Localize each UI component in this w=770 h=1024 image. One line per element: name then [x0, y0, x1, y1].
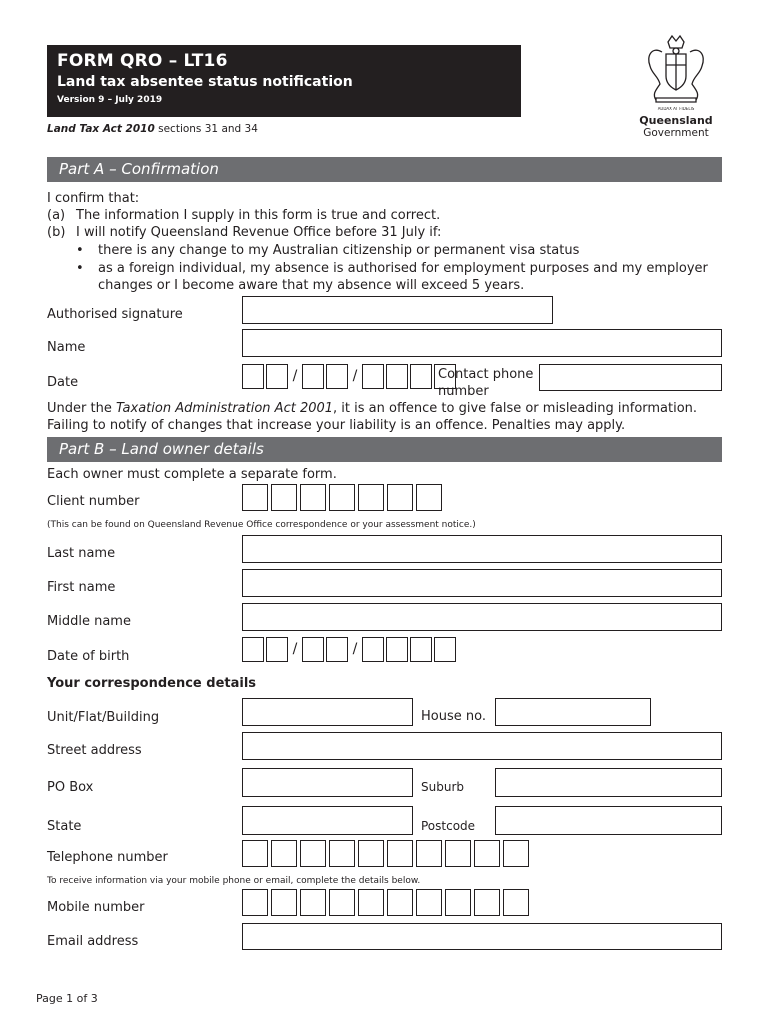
mobile-digit[interactable] — [271, 889, 297, 916]
dob-year-digit[interactable] — [410, 637, 432, 662]
date-year-digit[interactable] — [386, 364, 408, 389]
date-field — [242, 364, 458, 389]
suburb-field[interactable] — [495, 768, 722, 797]
telephone-digit[interactable] — [329, 840, 355, 867]
page-number: Page 1 of 3 — [36, 992, 98, 1005]
dob-year-digit[interactable] — [362, 637, 384, 662]
telephone-field — [242, 840, 532, 867]
dob-day-digit[interactable] — [266, 637, 288, 662]
date-month-digit[interactable] — [302, 364, 324, 389]
mobile-label: Mobile number — [47, 900, 145, 915]
mobile-digit[interactable] — [242, 889, 268, 916]
dob-day-digit[interactable] — [242, 637, 264, 662]
part-a-heading: Part A – Confirmation — [47, 157, 722, 182]
client-number-digit[interactable] — [329, 484, 355, 511]
contact-phone-label-2: number — [438, 384, 489, 399]
name-field[interactable] — [242, 329, 722, 357]
state-label: State — [47, 819, 82, 834]
dob-year-digit[interactable] — [434, 637, 456, 662]
postcode-label: Postcode — [421, 819, 476, 833]
act-sections: sections 31 and 34 — [154, 123, 258, 135]
bullet-2-line-2: changes or I become aware that my absence will exceed 5 years. — [98, 278, 525, 293]
name-label: Name — [47, 340, 86, 355]
first-name-field[interactable] — [242, 569, 722, 597]
warning-line-1 — [47, 400, 697, 417]
dob-month-digit[interactable] — [302, 637, 324, 662]
warning-line-2: Failing to notify of changes that increase your liability is an offence. Penalties may apply. — [47, 418, 626, 433]
telephone-digit[interactable] — [300, 840, 326, 867]
logo-motto: AUDAX AT FIDELIS — [657, 107, 695, 111]
street-address-field[interactable] — [242, 732, 722, 760]
client-number-hint: (This can be found on Queensland Revenue Office correspondence or your assessment notice.) — [47, 520, 476, 530]
client-number-label: Client number — [47, 494, 140, 509]
confirm-intro: I confirm that: — [47, 191, 140, 206]
form-title-block — [47, 45, 521, 117]
item-b-text: I will notify Queensland Revenue Office before 31 July if: — [76, 225, 442, 240]
telephone-digit[interactable] — [503, 840, 529, 867]
mobile-digit[interactable] — [329, 889, 355, 916]
telephone-digit[interactable] — [445, 840, 471, 867]
telephone-label: Telephone number — [47, 850, 168, 865]
email-label: Email address — [47, 934, 139, 949]
queensland-government-logo — [636, 32, 716, 139]
logo-government: Government — [643, 127, 709, 139]
dob-separator: / — [292, 641, 298, 657]
client-number-digit[interactable] — [300, 484, 326, 511]
form-version: Version 9 – July 2019 — [57, 95, 163, 105]
item-b-marker: (b) — [47, 225, 66, 240]
telephone-digit[interactable] — [416, 840, 442, 867]
warning-act: Taxation Administration Act 2001 — [115, 401, 334, 416]
date-year-digit[interactable] — [410, 364, 432, 389]
client-number-digit[interactable] — [242, 484, 268, 511]
mobile-digit[interactable] — [474, 889, 500, 916]
telephone-digit[interactable] — [242, 840, 268, 867]
bullet-icon: • — [76, 243, 84, 258]
mobile-hint: To receive information via your mobile phone or email, complete the details below. — [47, 876, 421, 886]
correspondence-heading: Your correspondence details — [47, 676, 257, 691]
date-day-digit[interactable] — [242, 364, 264, 389]
date-year-digit[interactable] — [362, 364, 384, 389]
mobile-digit[interactable] — [358, 889, 384, 916]
client-number-digit[interactable] — [358, 484, 384, 511]
unit-field[interactable] — [242, 698, 413, 726]
house-no-label: House no. — [421, 709, 486, 724]
state-field[interactable] — [242, 806, 413, 835]
date-label: Date — [47, 375, 79, 390]
dob-separator: / — [352, 641, 358, 657]
mobile-field — [242, 889, 532, 916]
dob-month-digit[interactable] — [326, 637, 348, 662]
mobile-digit[interactable] — [445, 889, 471, 916]
house-no-field[interactable] — [495, 698, 651, 726]
postcode-field[interactable] — [495, 806, 722, 835]
client-number-digit[interactable] — [387, 484, 413, 511]
po-box-label: PO Box — [47, 780, 94, 795]
date-separator: / — [292, 368, 298, 384]
signature-field[interactable] — [242, 296, 553, 324]
date-month-digit[interactable] — [326, 364, 348, 389]
dob-year-digit[interactable] — [386, 637, 408, 662]
act-name: Land Tax Act 2010 — [47, 123, 155, 135]
logo-name: Queensland — [639, 114, 713, 127]
middle-name-field[interactable] — [242, 603, 722, 631]
bullet-icon: • — [76, 261, 84, 276]
act-reference — [47, 123, 258, 135]
mobile-digit[interactable] — [416, 889, 442, 916]
telephone-digit[interactable] — [271, 840, 297, 867]
client-number-digit[interactable] — [416, 484, 442, 511]
unit-label: Unit/Flat/Building — [47, 710, 160, 725]
coat-of-arms-icon — [638, 32, 714, 108]
last-name-field[interactable] — [242, 535, 722, 563]
dob-label: Date of birth — [47, 649, 130, 664]
bullet-1-text: there is any change to my Australian citizenship or permanent visa status — [98, 243, 580, 258]
telephone-digit[interactable] — [387, 840, 413, 867]
mobile-digit[interactable] — [300, 889, 326, 916]
mobile-digit[interactable] — [387, 889, 413, 916]
date-day-digit[interactable] — [266, 364, 288, 389]
suburb-label: Suburb — [421, 780, 464, 794]
contact-phone-field[interactable] — [539, 364, 722, 391]
warning-pre: Under the — [47, 401, 116, 416]
bullet-2-line-1: as a foreign individual, my absence is authorised for employment purposes and my employer — [98, 261, 708, 276]
client-number-digit[interactable] — [271, 484, 297, 511]
form-title: Land tax absentee status notification — [57, 74, 353, 90]
item-a-marker: (a) — [47, 208, 66, 223]
last-name-label: Last name — [47, 546, 116, 561]
signature-label: Authorised signature — [47, 307, 183, 322]
warning-post: , it is an offence to give false or misleading information. — [333, 401, 698, 416]
mobile-digit[interactable] — [503, 889, 529, 916]
email-field[interactable] — [242, 923, 722, 950]
po-box-field[interactable] — [242, 768, 413, 797]
form-code: FORM QRO – LT16 — [57, 51, 228, 71]
middle-name-label: Middle name — [47, 614, 131, 629]
first-name-label: First name — [47, 580, 116, 595]
contact-phone-label-1: Contact phone — [438, 367, 534, 382]
telephone-digit[interactable] — [358, 840, 384, 867]
date-separator: / — [352, 368, 358, 384]
dob-field — [242, 637, 458, 662]
telephone-digit[interactable] — [474, 840, 500, 867]
client-number-field — [242, 484, 445, 511]
street-address-label: Street address — [47, 743, 142, 758]
part-b-heading: Part B – Land owner details — [47, 437, 722, 462]
part-b-intro: Each owner must complete a separate form. — [47, 467, 337, 482]
item-a-text: The information I supply in this form is true and correct. — [76, 208, 441, 223]
